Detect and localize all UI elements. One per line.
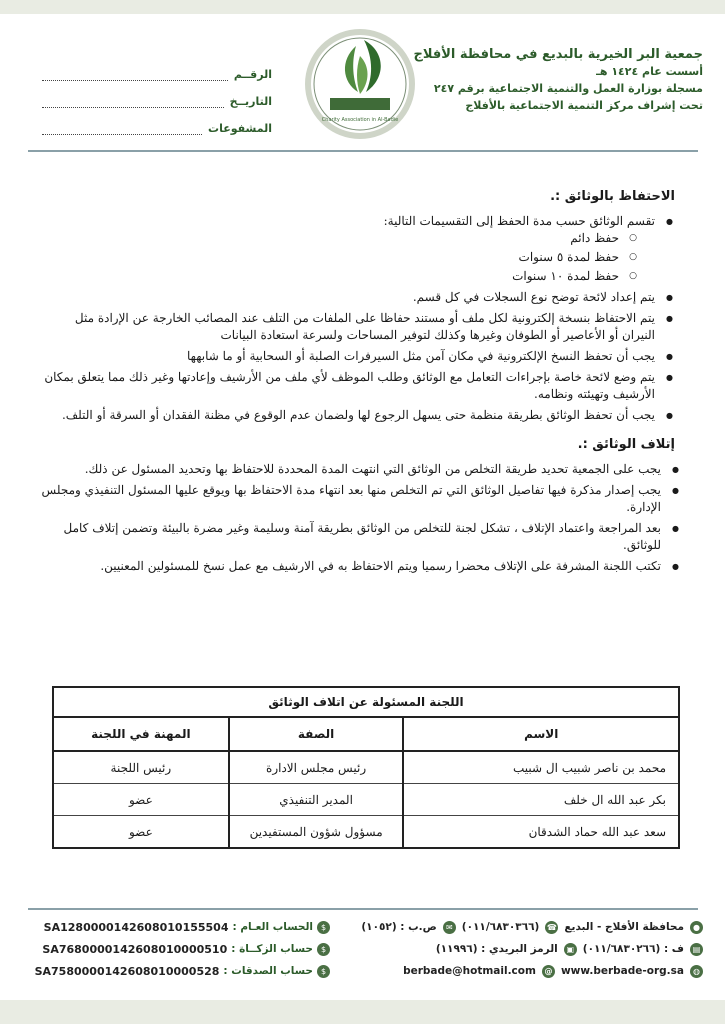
table-title: اللجنة المسئولة عن اتلاف الوثائق bbox=[54, 688, 678, 718]
ref-attachments-row bbox=[42, 108, 272, 135]
account-general bbox=[30, 916, 330, 938]
sub-list-item: ○ حفظ دائم bbox=[40, 230, 619, 247]
list-item: ● يتم الاحتفاظ بنسخة إلكترونية لكل ملف أو مستند حفاظا على الملفات من التلف عند المصائب الخارجة عن الإرادة مثل النيران أو الأعاصير أو الطوفان وغيرها وكذلك لتوفير المساحات ولسرعة استعادة البيانات bbox=[40, 310, 655, 344]
ref-attachments-label: المشفوعات bbox=[208, 122, 272, 135]
cell-role: المدير التنفيذي bbox=[229, 784, 404, 816]
disposal-list bbox=[40, 461, 685, 575]
ref-number-line bbox=[42, 68, 228, 81]
cell-role: مسؤول شؤون المستفيدين bbox=[229, 816, 404, 848]
fax-icon: ▤ bbox=[690, 943, 703, 956]
globe-icon: ◍ bbox=[690, 965, 703, 978]
table-row bbox=[54, 751, 678, 784]
cell-name: بكر عبد الله ال خلف bbox=[403, 784, 678, 816]
list-item bbox=[40, 213, 655, 285]
list-item: ● بعد المراجعة واعتماد الإتلاف ، تشكل لجنة للتخلص من الوثائق بطريقة آمنة وسليمة وغير مضرة بالبيئة وتضمن إتلاف كامل للوثائق. bbox=[40, 520, 661, 554]
sub-list-item: ○ حفظ لمدة ٥ سنوات bbox=[40, 249, 619, 266]
ref-number-label: الرقــم bbox=[233, 68, 272, 81]
org-supervision: تحت إشراف مركز التنمية الاجتماعية بالأفلاج bbox=[465, 99, 703, 112]
bank-icon: $ bbox=[317, 965, 330, 978]
table-header-row bbox=[54, 718, 678, 751]
list-item: ● يتم وضع لائحة خاصة بإجراءات التعامل مع الوثائق وطلب الموظف لأي ملف من الأرشيف وإعادتها وغير ذلك مما يتعلق بمكان الأرشيف وتهيئته ونظامه. bbox=[40, 369, 655, 403]
retention-periods-list bbox=[40, 230, 655, 285]
section-title-retention: الاحتفاظ بالوثائق :. bbox=[550, 189, 675, 204]
list-item: ● يجب على الجمعية تحديد طريقة التخلص من الوثائق التي انتهت المدة المحددة للاحتفاظ بها وتحديد المسئول عن ذلك. bbox=[40, 461, 661, 478]
logo-caption: Charity Association in Al-Badie bbox=[321, 117, 399, 123]
committee-table bbox=[52, 686, 680, 849]
bank-accounts bbox=[30, 916, 330, 982]
cell-committee: رئيس اللجنة bbox=[54, 751, 229, 784]
list-item: ● يجب إصدار مذكرة فيها تفاصيل الوثائق التي تم التخلص منها بعد انتهاء مدة الاحتفاظ بها ويوقع عليها المسئول التنفيذي ومجلس الإدارة. bbox=[40, 482, 661, 516]
ref-date-line bbox=[42, 95, 224, 108]
fax-text: ف : (٠١١/٦٨٣٠٢٦٦) bbox=[582, 943, 684, 955]
cell-name: محمد بن ناصر شبيب ال شبيب bbox=[403, 751, 678, 784]
account-sadaqat-label: حساب الصدقات : bbox=[223, 965, 313, 977]
website-link[interactable]: www.berbade-org.sa bbox=[560, 965, 684, 977]
table-row bbox=[54, 784, 678, 816]
ref-number-row bbox=[42, 54, 272, 81]
account-general-number: SA1280000142608010155504 bbox=[43, 920, 229, 934]
bank-icon: $ bbox=[317, 943, 330, 956]
cell-role: رئيس مجلس الادارة bbox=[229, 751, 404, 784]
footer-divider bbox=[28, 908, 698, 910]
sub-list-item: ○ حفظ لمدة ١٠ سنوات bbox=[40, 268, 619, 285]
bank-icon: $ bbox=[317, 921, 330, 934]
organization-header bbox=[413, 46, 703, 114]
ref-date-label: التاريــخ bbox=[229, 95, 272, 108]
postal-text: الرمز البريدي : (١١٩٩٦) bbox=[435, 943, 558, 955]
top-decor-band bbox=[0, 0, 725, 14]
account-zakat-label: حساب الزكــاة : bbox=[231, 943, 313, 955]
account-zakat bbox=[30, 938, 330, 960]
address-text: محافظة الأفلاج - البديع bbox=[564, 921, 684, 933]
bottom-decor-band bbox=[0, 1000, 725, 1024]
email-link[interactable]: berbade@hotmail.com bbox=[403, 965, 536, 977]
column-header-name: الاسم bbox=[403, 718, 678, 751]
association-logo bbox=[294, 26, 426, 142]
org-founded: أسست عام ١٤٢٤ هـ bbox=[596, 65, 703, 78]
account-zakat-number: SA7680000142608010000510 bbox=[42, 942, 228, 956]
location-icon: ● bbox=[690, 921, 703, 934]
postal-icon: ▣ bbox=[564, 943, 577, 956]
phone-icon: ☎ bbox=[546, 922, 557, 932]
contact-row-fax bbox=[358, 938, 703, 960]
list-item: ● يتم إعداد لائحة توضح نوع السجلات في كل قسم. bbox=[40, 289, 655, 306]
list-item: ● يجب أن تحفظ النسخ الإلكترونية في مكان آمن مثل السيرفرات الصلبة أو السحابية أو ما شابهها bbox=[40, 348, 655, 365]
list-item: ● يجب أن تحفظ الوثائق بطريقة منظمة حتى يسهل الرجوع لها ولضمان عدم الوقوع في مظنة الفقدان أو السرقة أو التلف. bbox=[40, 407, 655, 424]
column-header-role: الصفة bbox=[229, 718, 404, 751]
contact-row-web bbox=[358, 960, 703, 982]
contact-info bbox=[358, 916, 703, 982]
org-name: جمعية البر الخيرية بالبديع في محافظة الأفلاج bbox=[413, 47, 703, 62]
disposal-section bbox=[40, 436, 685, 575]
org-registration: مسجلة بوزارة العمل والتنمية الاجتماعية برقم ٢٤٧ bbox=[433, 82, 703, 95]
account-sadaqat-number: SA7580000142608010000528 bbox=[34, 964, 220, 978]
cell-committee: عضو bbox=[128, 824, 153, 839]
account-sadaqat bbox=[30, 960, 330, 982]
cell-name: سعد عبد الله حماد الشدقان bbox=[403, 816, 678, 848]
email-icon: @ bbox=[542, 965, 555, 978]
list-item: ● تكتب اللجنة المشرفة على الإتلاف محضرا رسميا ويتم الاحتفاظ به في الارشيف مع عمل نسخ للمسئولين المعنيين. bbox=[40, 558, 661, 575]
column-header-committee: المهنة في اللجنة bbox=[54, 718, 229, 751]
ref-date-row bbox=[42, 81, 272, 108]
mailbox-icon: ✉ bbox=[443, 921, 456, 934]
document-body bbox=[40, 188, 685, 579]
reference-fields bbox=[42, 54, 272, 135]
header-divider bbox=[28, 150, 698, 152]
ref-attachments-line bbox=[42, 122, 202, 135]
section-title-disposal: إتلاف الوثائق :. bbox=[577, 437, 675, 452]
list-item-text: تقسم الوثائق حسب مدة الحفظ إلى التقسيمات التالية: bbox=[383, 214, 655, 228]
retention-list bbox=[40, 213, 685, 424]
cell-committee: عضو bbox=[54, 784, 229, 816]
table-row bbox=[54, 816, 678, 848]
account-general-label: الحساب العـام : bbox=[232, 921, 313, 933]
committee-grid bbox=[54, 718, 678, 847]
phone-text: (٠١١/٦٨٣٠٣٦٦) bbox=[461, 921, 540, 933]
contact-row-address bbox=[358, 916, 703, 938]
pobox-text: ص.ب : (١٠٥٢) bbox=[361, 921, 437, 933]
